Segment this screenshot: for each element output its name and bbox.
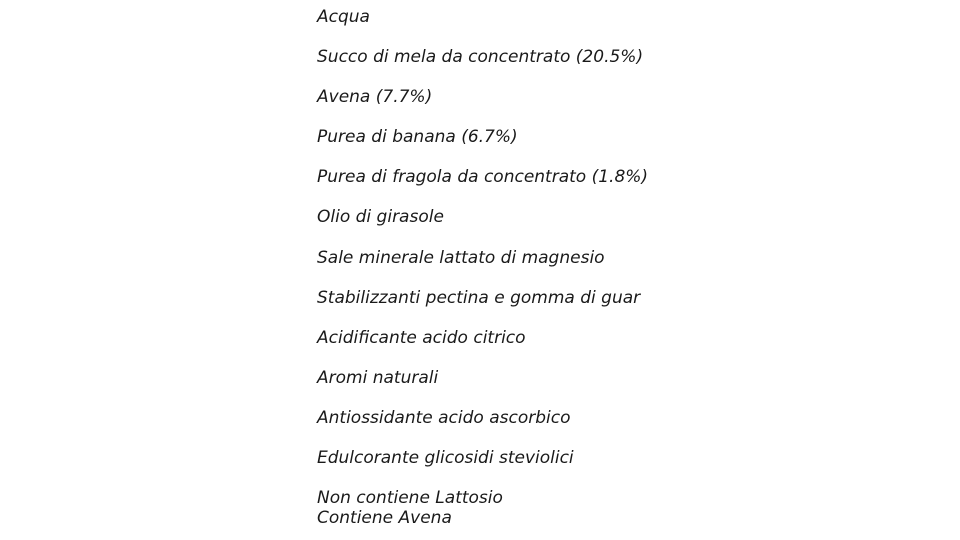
- ingredient-item: Edulcorante glicosidi steviolici: [317, 448, 574, 469]
- ingredient-item: Aromi naturali: [317, 367, 439, 388]
- ingredient-item: Acqua: [317, 7, 370, 27]
- ingredient-item: Purea di banana (6.7%): [317, 127, 518, 148]
- ingredient-item: Succo di mela da concentrato (20.5%): [317, 47, 644, 68]
- ingredient-list: [317, 7, 648, 488]
- ingredient-item: Antiossidante acido ascorbico: [317, 407, 571, 428]
- ingredient-item: Avena (7.7%): [317, 87, 433, 108]
- ingredient-item: Sale minerale lattato di magnesio: [317, 247, 605, 268]
- lactose-note: Non contiene Lattosio: [317, 488, 503, 508]
- ingredient-item: Purea di fragola da concentrato (1.8%): [317, 167, 649, 188]
- oat-note: Contiene Avena: [317, 508, 452, 528]
- ingredient-item: Olio di girasole: [317, 207, 444, 228]
- ingredient-item: Acidificante acido citrico: [317, 327, 526, 348]
- allergen-notes: [317, 488, 503, 528]
- ingredient-item: Stabilizzanti pectina e gomma di guar: [317, 287, 641, 308]
